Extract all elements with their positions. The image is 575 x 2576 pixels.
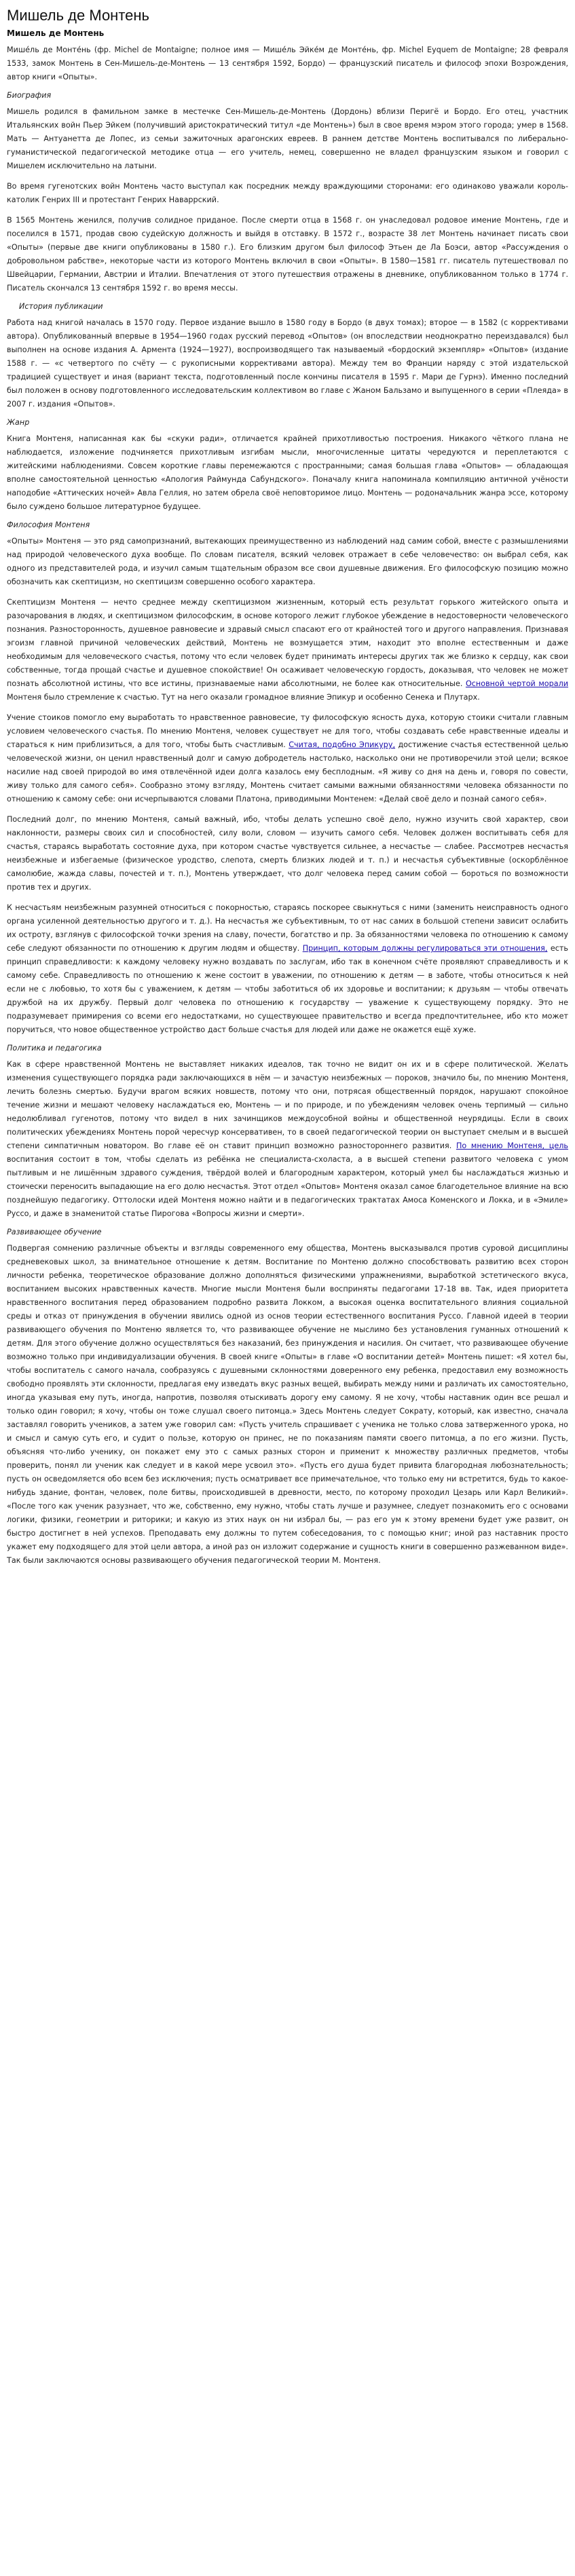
page-title: Мишель де Монтень xyxy=(7,7,149,24)
education-paragraph: Подвергая сомнению различные объекты и взгляды современного ему общества, Монтень высказывался против суровой дисциплины средневековых школ, за внимательное отношение к детям. Воспитание по Монтеню должно способствовать развитию всех сторон личности ребенка, теоретическое образование должно дополняться физическими упражнениями, выработкой эстетического вкуса, воспитанием высоких нравственных качеств. Многие мысли Монтеня были восприняты педагогами 17-18 вв. Так, идея приоритета нравственного воспитания перед образованием подробно развита Локком, а высокая оценка воспитательного влияния социальной среды и отказ от принуждения в обучении явились одной из основ теории естественного воспитания Руссо. Главной идеей в теории развивающего обучения по Монтеню является то, что развивающее обучение не мыслимо без установления гуманных отношений к детям. Для этого обучение должно осуществляться без наказаний, без принуждения и насилия. Он считает, что развивающее обучение возможно только при индивидуализации обучения. В своей книге «Опыты» в главе «О воспитании детей» Монтень пишет: «Я хотел бы, чтобы воспитатель с самого начала, сообразуясь с душевными склонностями доверенного ему ребенка, предоставил ему возможность свободно проявлять эти склонности, предлагая ему изведать вкус разных вещей, выбирать между ними и различать их самостоятельно, иногда указывая ему путь, иногда, напротив, позволяя отыскивать дорогу ему самому. Я не хочу, чтобы наставник один все решал и только один говорил; я хочу, чтобы он тоже слушал своего питомца.» Здесь Монтень следует Сократу, который, как известно, сначала заставлял говорить учеников, а затем уже говорил сам: «Пусть учитель спрашивает с ученика не только слова затверженного урока, но и смысл и самую суть его, и судит о пользе, которую он принес, не по показаниям памяти своего питомца, а по его жизни. Пусть, объясняя что-либо ученику, он покажет ему это с самых разных сторон и применит к множеству различных предметов, чтобы проверить, понял ли ученик как следует и в какой мере усвоил это». «Пусть его душа будет привита благородная любознательность; пусть он осведомляется обо всем без исключения; пусть осматривает все примечательное, что только ему ни встретится, будь то какое-нибудь здание, фонтан, человек, поле битвы, происходившей в древности, место, по которому проходил Цезарь или Карл Великий». «После того как ученик разузнает, что же, собственно, ему нужно, чтобы стать лучше и разумнее, следует познакомить его с основами логики, физики, геометрии и риторики; и какую из этих наук он ни избрал бы, — раз его ум к этому времени будет уже развит, он быстро достигнет в ней успехов. Преподавать ему должны то путем собеседования, то с помощью книг; иной раз наставник просто укажет ему подходящего для этой цели автора, а иной раз он изложит содержание и сущность книги в совершенно разжеванном виде». Так были заключаются основы развивающего обучения педагогической теории М. Монтеня. xyxy=(7,1244,568,1565)
philosophy-paragraph-5-tail: есть принцип справедливости: к каждому человеку нужно воздавать по заслугам, ибо так в конечном счёте проявляют справедливость и к самому себе. Справедливость по отношению к жене состоит в уважении, по отношению к детям — в заботе, чтобы относиться к ней если не с любовью, то хотя бы с уважением, к детям — чтобы заботиться об их здоровье и воспитании; к друзьям — чтобы отвечать дружбой на их дружбу. Первый долг человека по отношению к государству — уважение к существующему порядку. Это не подразумевает примирения со всеми его недостатками, но существующее правительство и всегда предпочтительнее, ибо кто может поручиться, что новое общественное устройство даст больше счастья для людей или даже не окажется ещё хуже. xyxy=(7,944,568,1034)
politics-paragraph xyxy=(7,1058,568,1221)
philosophy-paragraph-3-text: Учение стоиков помогло ему выработать то нравственное равновесие, ту философскую ясность духа, которую стоики считали главным условием человеческого счастья. По мнению Монтеня, человек существует не для того, чтобы создавать себе нравственные идеалы и стараться к ним приблизиться, а для того, чтобы быть счастливым. xyxy=(7,713,568,749)
justice-principle-link[interactable]: Принцип, которым должны регулироваться эти отношения, xyxy=(302,944,548,953)
genre-paragraph: Книга Монтеня, написанная как бы «скуки ради», отличается крайней прихотливостью построения. Никакого чёткого плана не наблюдается, изложение подчиняется прихотливым изгибам мысли, многочисленные цитаты чередуются и переплетаются с житейскими наблюдениями. Совсем короткие главы перемежаются с пространными; самая большая глава «Опытов» — обладающая вполне самостоятельной ценностью «Апология Раймунда Сабундского». Поначалу книга напоминала компиляцию античной учёности наподобие «Аттических ночей» Авла Геллия, но затем обрела своё неповторимое лицо. Монтень — родоначальник жанра эссе, которому было суждено большое литературное будущее. xyxy=(7,434,568,511)
epicurus-link[interactable]: Считая, подобно Эпикуру, xyxy=(289,740,396,749)
education-goal-link[interactable]: По мнению Монтеня, цель xyxy=(456,1141,569,1150)
philosophy-paragraph-2-text: Скептицизм Монтеня — нечто среднее между скептицизмом жизненным, который есть результат горького житейского опыта и разочарования в людях, и скептицизмом философским, в основе которого лежит глубокое убеждение в недостоверности человеческого познания. Разносторонность, душевное равновесие и здравый смысл спасают его от крайностей того и другого направления. Признавая эгоизм главной причиной человеческих действий, Монтень не возмущается этим, находит это вполне естественным и даже необходимым для человеческого счастья, потому что если человек будет принимать интересы других так же близко к сердцу, как свои собственные, тогда прощай счастье и душевное спокойствие! Он осаживает человеческую гордость, доказывая, что человек не может познать абсолютной истины, что все истины, признаваемые нами абсолютными, не более как относительные. xyxy=(7,598,568,688)
article-subhead: Мишель де Монтень xyxy=(7,29,105,38)
section-education: Развивающее обучение xyxy=(7,1228,102,1236)
philosophy-paragraph-3-tail: достижение счастья естественной целью человеческой жизни, он ценил нравственный долг и самую добродетель настолько, насколько они не противоречили этой цели; всякое насилие над своей природой во имя отвлечённой идеи долга казалось ему бесплодным. «Я живу со дня на день и, говоря по совести, живу только для самого себя». Сообразно этому взгляду, Монтень считает самыми важными обязанностями человека обязанности по отношению к самому себе: они исчерпываются словами Платона, приводимыми Монтенем: «Делай своё дело и познай самого себя». xyxy=(7,740,568,803)
politics-paragraph-text: Как в сфере нравственной Монтень не выставляет никаких идеалов, так точно не видит он их и в сфере политической. Желать изменения существующего порядка ради заключающихся в нём — и зачастую неизбежных — пороков, значило бы, по мнению Монтеня, лечить болезнь смертью. Будучи врагом всяких новшеств, потому что они, потрясая общественный порядок, нарушают спокойное течение жизни и мешают человеку наслаждаться ею, Монтень — и по природе, и по убеждениям человек очень терпимый — сильно недолюбливал гугенотов, потому что видел в них зачинщиков междоусобной войны и общественной неурядицы. Если в своих политических убеждениях Монтень порой чересчур консервативен, то в своей педагогической теории он выступает смелым и в высшей степени симпатичным новатором. Во главе её он ставит принцип возможно разностороннего развития. xyxy=(7,1060,568,1150)
philosophy-paragraph-2 xyxy=(7,596,568,704)
section-publication: История публикации xyxy=(19,302,103,311)
philosophy-paragraph-3 xyxy=(7,711,568,806)
section-genre: Жанр xyxy=(7,418,30,427)
philosophy-paragraph-5 xyxy=(7,901,568,1037)
publication-paragraph: Работа над книгой началась в 1570 году. Первое издание вышло в 1580 году в Бордо (в двух томах); второе — в 1582 (с коррективами автора). Опубликованный впервые в 1954—1960 годах русский перевод «Опытов» (он впоследствии неоднократно переиздавался) был выполнен на основе издания А. Армента (1924—1927), воспроизводящего так называемый «бордоский экземпляр» «Опытов» (издание 1588 г. — «с четвертого по счёту — с рукописными коррективами автора). Между тем во Франции наряду с этой издательской традицией существует и иная (вариант текста, подготовленный после кончины писателя в 1595 г. Мари де Гурнэ). Именно последний был положен в основу подготовленного исследовательским коллективом во главе с Жаном Бальзамо и выпущенного в серии «Плеяда» в 2007 г. издания «Опытов». xyxy=(7,318,568,409)
philosophy-paragraph-5-text: К несчастьям неизбежным разумней относиться с покорностью, стараясь поскорее свыкнуться с ними (заменить неисправность одного органа усиленной деятельностью другого и т. д.). На несчастья же субъективным, то от нас самих в большой степени зависит ослабить их остроту, взглянув с философской точки зрения на славу, почести, богатство и пр. За обязанностями человека по отношению к самому себе следуют обязанности по отношению к другим людям и обществу. xyxy=(7,903,568,953)
philosophy-paragraph-1: «Опыты» Монтеня — это ряд самопризнаний, вытекающих преимущественно из наблюдений над самим собой, вместе с размышлениями над природой человеческого духа вообще. По словам писателя, всякий человек отражает в себе человечество: он выбрал себя, как одного из представителей рода, и изучил самым тщательным образом все свои душевные движения. Его философскую позицию можно обозначить как скептицизм, но скептицизм совершенно особого характера. xyxy=(7,537,568,586)
section-philosophy: Философия Монтеня xyxy=(7,520,90,529)
biography-paragraph-2: Во время гугенотских войн Монтень часто выступал как посредник между враждующими сторонами: его одинаково уважали король-католик Генрих III и протестант Генрих Наваррский. xyxy=(7,182,568,204)
biography-paragraph-3: В 1565 Монтень женился, получив солидное приданое. После смерти отца в 1568 г. он унаследовал родовое имение Монтень, где и поселился в 1571, продав свою судейскую должность и выйдя в отставку. В 1572 г., возрасте 38 лет Монтень начинает писать свои «Опыты» (первые две книги опубликованы в 1580 г.). Его близким другом был философ Этьен де Ла Боэси, автор «Рассуждения о добровольном рабстве», некоторые части из которого Монтень включил в свои «Опыты». В 1580—1581 гг. писатель путешествовал по Швейцарии, Германии, Австрии и Италии. Впечатления от этого путешествия отражены в дневнике, опубликованном только в 1774 г. Писатель скончался 13 сентября 1592 г. во время мессы. xyxy=(7,216,568,292)
philosophy-paragraph-2-tail: Монтеня было стремление к счастью. Тут на него оказали громадное влияние Эпикур и особенно Сенека и Плутарх. xyxy=(7,693,480,702)
biography-paragraph-1: Мишель родился в фамильном замке в местечке Сен-Мишель-де-Монтень (Дордонь) вблизи Перигё и Бордо. Его отец, участник Итальянских войн Пьер Эйкем (получивший аристократический титул «де Монтень») был в свое время мэром этого города; умер в 1568. Мать — Антуанетта де Лопес, из семьи зажиточных арагонских евреев. В раннем детстве Монтень воспитывался по либерально-гуманистической педагогической методике отца — его учитель, немец, совершенно не владел французским языком и говорил с Мишелем исключительно на латыни. xyxy=(7,107,568,170)
philosophy-paragraph-4: Последний долг, по мнению Монтеня, самый важный, ибо, чтобы делать успешно своё дело, нужно изучить свой характер, свои наклонности, размеры своих сил и способностей, силу воли, словом — изучить самого себя. Человек должен воспитывать себя для счастья, стараясь выработать состояние духа, при котором счастье чувствуется сильнее, а несчастье — слабее. Рассмотрев несчастья неизбежные и избегаемые (физическое уродство, слепота, смерть близких людей и т. п.) и несчастья субъективные (оскорблённое самолюбие, жажда славы, почестей и т. п.), Монтень утверждает, что долг человека перед самим собой — бороться по возможности против тех и других. xyxy=(7,815,568,892)
intro-paragraph: Мише́ль де Монте́нь (фр. Michel de Montaigne; полное имя — Мише́ль Эйке́м де Монте́нь, фр. Michel Eyquem de Montaigne; 28 февраля 1533, замок Монтень в Сен-Мишель-де-Монтень — 13 сентября 1592, Бордо) — французский писатель и философ эпохи Возрождения, автор книги «Опыты». xyxy=(7,45,568,81)
section-biography: Биография xyxy=(7,91,52,100)
morality-link[interactable]: Основной чертой морали xyxy=(465,679,568,688)
politics-paragraph-tail: воспитания состоит в том, чтобы сделать из ребёнка не специалиста-схоласта, а в высшей степени развитого человека с умом пытливым и не лишённым здравого суждения, твёрдой волей и благородным характером, который умел бы наслаждаться жизнью и стоически переносить выпадающие на его долю несчастья. Этот отдел «Опытов» Монтеня оказал самое благодетельное влияние на всю позднейшую педагогику. Оттолоски идей Монтеня можно найти и в педагогических трактатах Амоса Коменского и Локка, и в «Эмиле» Руссо, и даже в знаменитой статье Пирогова «Вопросы жизни и смерти». xyxy=(7,1155,568,1218)
section-politics: Политика и педагогика xyxy=(7,1044,102,1053)
